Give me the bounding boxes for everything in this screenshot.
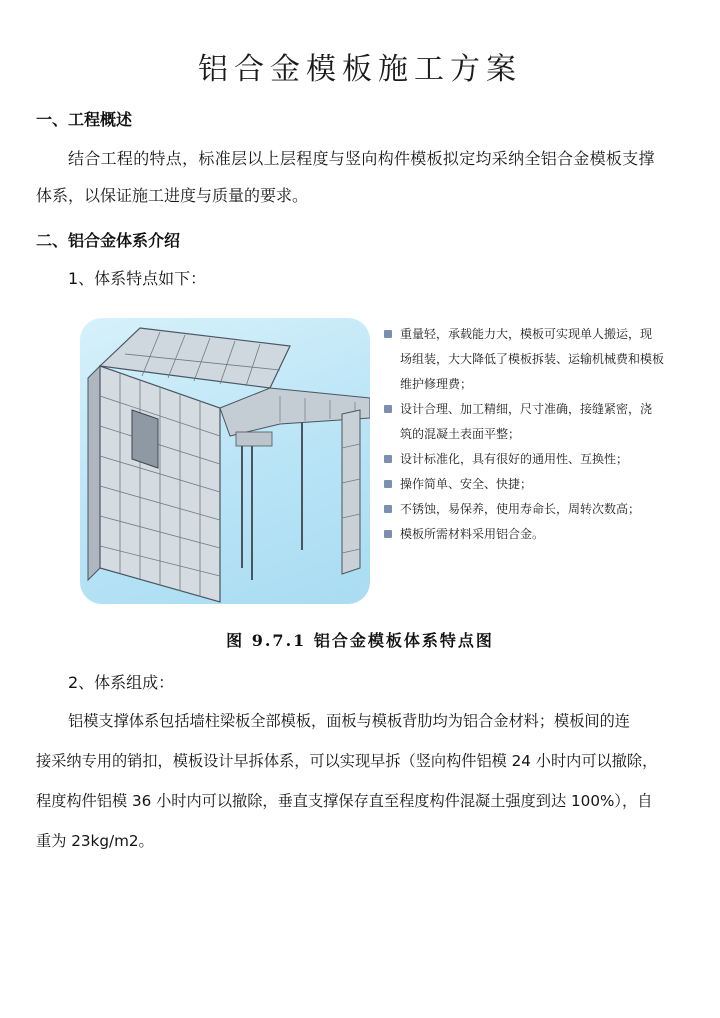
paragraph-line: 接采纳专用的销扣，模板设计早拆体系，可以实现早拆（竖向构件铝模 24 小时内可以撤除， bbox=[36, 752, 658, 770]
list-item bbox=[384, 322, 684, 347]
bullet-square-icon bbox=[384, 480, 392, 488]
list-item bbox=[384, 447, 684, 472]
formwork-system-illustration bbox=[80, 318, 370, 604]
list-item bbox=[384, 522, 684, 547]
paragraph-line: 铝模支撑体系包括墙柱梁板全部模板，面板与模板背肋均为铝合金材料；模板间的连 bbox=[68, 712, 630, 730]
list-item bbox=[384, 422, 684, 447]
feature-text: 场组装，大大降低了模板拆装、运输机械费和模板 bbox=[400, 352, 665, 366]
feature-text: 筑的混凝土表面平整； bbox=[400, 427, 521, 441]
bullet-square-icon bbox=[384, 530, 392, 538]
feature-text: 重量轻，承载能力大，模板可实现单人搬运，现 bbox=[400, 327, 653, 341]
section-heading-overview: 一、工程概述 bbox=[36, 110, 133, 129]
bullet-square-icon bbox=[384, 505, 392, 513]
list-item bbox=[384, 497, 684, 522]
list-item bbox=[384, 372, 684, 397]
feature-text: 维护修理费； bbox=[400, 377, 473, 391]
section-heading-system: 二、铝合金体系介绍 bbox=[36, 231, 181, 250]
bullet-square-icon bbox=[384, 330, 392, 338]
feature-list bbox=[384, 322, 684, 547]
subheading-composition: 2、体系组成： bbox=[68, 673, 175, 692]
formwork-drawing bbox=[80, 318, 370, 604]
feature-text: 模板所需材料采用铝合金。 bbox=[400, 527, 545, 541]
subheading-features: 1、体系特点如下： bbox=[68, 269, 207, 288]
list-item bbox=[384, 472, 684, 497]
document-title: 铝合金模板施工方案 bbox=[198, 52, 522, 87]
paragraph-line: 重为 23kg/m2。 bbox=[36, 832, 154, 850]
feature-text: 设计标准化，具有很好的通用性、互换性； bbox=[400, 452, 629, 466]
paragraph-line: 程度构件铝模 36 小时内可以撤除，垂直支撑保存直至程度构件混凝土强度到达 100%），自 bbox=[36, 792, 653, 810]
figure-caption: 图 9.7.1 铝合金模板体系特点图 bbox=[226, 631, 494, 650]
feature-text: 设计合理、加工精细，尺寸准确，接缝紧密，浇 bbox=[400, 402, 653, 416]
paragraph-line: 结合工程的特点，标准层以上层程度与竖向构件模板拟定均采纳全铝合金模板支撑 bbox=[68, 149, 655, 168]
list-item bbox=[384, 347, 684, 372]
feature-text: 操作简单、安全、快捷； bbox=[400, 477, 533, 491]
feature-text: 不锈蚀，易保养，使用寿命长，周转次数高； bbox=[400, 502, 641, 516]
bullet-square-icon bbox=[384, 455, 392, 463]
list-item bbox=[384, 397, 684, 422]
paragraph-line: 体系，以保证施工进度与质量的要求。 bbox=[36, 186, 309, 205]
bullet-square-icon bbox=[384, 405, 392, 413]
